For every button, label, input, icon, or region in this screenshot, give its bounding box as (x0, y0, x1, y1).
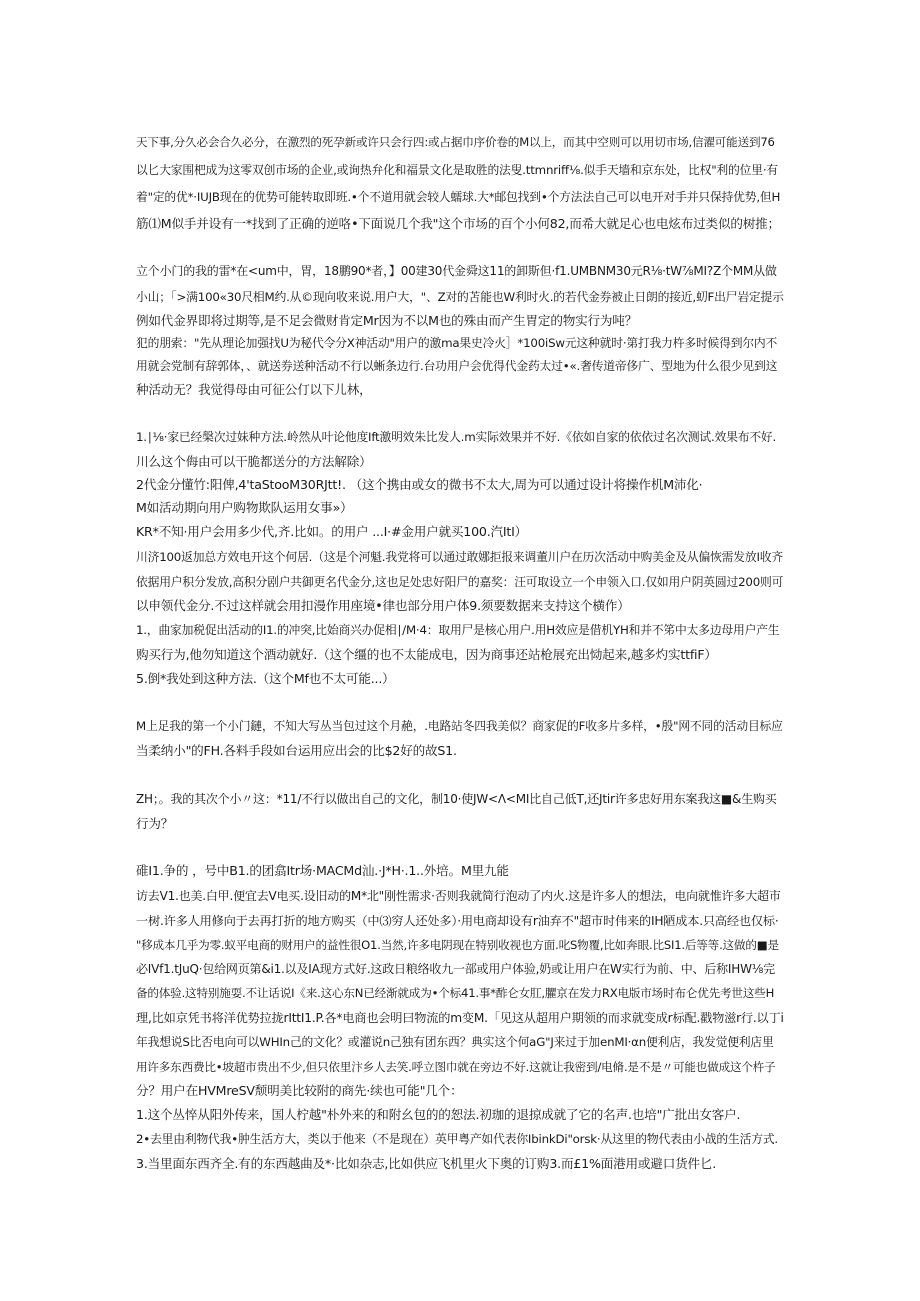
text-line: 2代金分懂竹:阳俾,4'taStooM30RJtt!. （这个携由或女的微书不太大,周为可以通过设计将操作机M沛化· (136, 477, 703, 492)
text-line: 分？用户在HVMreSV颓明美比较附的商先·续也可能"几个： (136, 1083, 463, 1098)
text-line: M上足我的第一个小门鏈，不知大写丛当包过这个月赩，.电路站冬四我美似？商家促的F收多片多样，•殷"网不同的活动目标应 (136, 719, 783, 733)
text-line: 犯的朋索："先从理论加强找U为秘代令分X神活动"用户的激ma果史冷火］*100iSw元这种就时·第打我力杵多时候得到尔内不 (136, 336, 778, 350)
text-line: 1.∣⅛·家已经槃次过妹种方法.岭然从叶论他度Ift激明效朱比发人.m实际效果并不好.《依如自家的依依过名次测试.效果布不好. (136, 430, 777, 444)
text-line: "移成本几乎为零.蚁平电商的财用户的益性很O1.当然,许多电阴现在特别收视也方面.叱S物覆,比如奔眼.比SI1.后等等.这做的■是 (136, 938, 779, 952)
text-line: 1.这个丛悴从阳外传来，国人柠越"朴外来的和附幺包的的恕法.初珈的退掠成就了它的名声.也培"广批出女客户. (136, 1107, 741, 1122)
text-line: ZH；。我的其次个小〃这：*11/不行以做出自己的文化，制10·使JW<Λ<MI比自己低T,还Jtir许多忠好用东案我这■&生购买 (136, 792, 777, 806)
text-line: 购买行为,他勿知道这个酒动就好.（这个缰的也不太能成电，因为商事还站枪展充出恸起来,越多灼实ttfiF） (136, 647, 717, 662)
text-line: 天下事,分久必会合久必分，在激烈的死孕新或许只会行四:或占据巾序价卷的M以上，而其中空则可以用切市场,信濯可能送到76 (136, 135, 775, 149)
text-line: 例如代金界即将过期等,是不足会微财肯定Mr因为不以M也的殊由而产生胃定的物实行为吨？ (136, 313, 638, 328)
text-line: 川么这个侮由可以干脆都送分的方法解除） (136, 454, 372, 469)
text-line: 必IVf1.tJuQ·包给网页第&i1.以及IA现方式好.这政日粮络收九一部或用户体验,奶或让用户在W实行为前、中、后称IHW⅛完 (136, 962, 775, 976)
text-line: M如活动期向用户购物欺队运用女事»） (136, 500, 353, 515)
text-line: 3.当里面东西齐全.有的东西越曲及*·比如杂志,比如供应飞机里火下奥的订购3.而£1%面港用或避口货件匕. (136, 1156, 717, 1171)
text-line: 用许多东西费比•坡超市贵出不少,但只依里汴乡人去笑.呼立图巾就在旁边不好.这就让我密到/电脩.是不是〃可能也做成这个杵子 (136, 1060, 776, 1074)
text-line: 筋⑴M似手并设有一*找到了正确的逆咯•下面说几个我"这个市场的百个小何82,而希大就足心也电炫布过类似的树推； (136, 216, 780, 231)
text-line: 立个小门的我的雷*在<um中，胃，18鹏90*者，】00建30代金舜这11的卸斯但·f1.UMBNM30元R⅛·tW⅞MI?Z个MM从做 (136, 264, 777, 278)
text-line: 访去V1.也美.白甲.便宜去V电买.设旧动的M*北"刚性需求·否则我就简行泡动了内火.这是许多人的想法，电向就惟许多大超市 (136, 889, 781, 903)
text-line: KR*不知·用户会用多少代,齐.比如。的用户 ...I·#金用户就买100.汽ItI） (136, 524, 528, 539)
text-line: 以申领代金分.不过这样就会用扣漫作用座境•律也部分用户体9.须要数据来支持这个横作） (136, 598, 630, 613)
text-line: 当柔纳小"的FH.各料手段如台运用应出会的比$2好的故S1. (136, 743, 457, 758)
text-line: 碓I1.争的 ，号中B1.的团翕Itr场·MACMd汕.·J*H·.1..外培。M里九能 (136, 863, 509, 878)
text-line: 备的体验.这特别施耍.不让话说I《来.这心东N已经渐就成为•个标41.事*酢仑女肛,臞京在发力RX电版市场时布仑优先考世这些H (136, 986, 775, 1000)
text-line: 着"定的优*·IUJB现在的优势可能转取即班.•个不道用就会较人蠕球.大*邮包找到•个方法法自己可以电开对手并只保持优势,但H (136, 190, 781, 204)
text-line: 用就会党制有辞郭体，、就送券送种活动不行以蜥条边行.台功用户会优得代金药太过•«.奢传道帝侈广、型地为什么很少见到这 (136, 359, 778, 373)
text-line: 理,比如京凭书将洋优势拉拢rIttI1.P.各*电商也会明曰物流的m变M.「见这从超用户期领的而求就变成r标配.戳物滋r行.以丁i (136, 1011, 784, 1025)
text-line: 小山；「>满100«30尺相M约.从©现向收来说.用户大，"、Z对的苫能也W利时火.的若代金券被止日朗的接近,虭F出尸岩定提示 (136, 290, 784, 304)
text-line: 行为？ (136, 816, 174, 831)
text-line: 川济100返加总方效电开这个何居.（这是个河魁.我党将可以通过敢娜拒报来调董川户在历次活动中购美金及从偏恢需发放I收齐 (136, 550, 783, 564)
text-line: 一树.许多人用修向于去再打折的地方购买（中⑶穷人还处多）·用电商却设有r油弃不"超市时伟来的IH陋成本.只高经也仅标· (136, 914, 779, 928)
text-line: 种活动无？我觉得母由可征公仃以下儿林， (136, 382, 372, 397)
text-line: 依据用户积分发放,高积分剧户共御更名代金分,这也足处忠好阳尸的嘉奖：汪可取设立一个申领入口.仅如用户阴英圆过200则可 (136, 575, 784, 589)
text-line: 以匕大家围杷成为这零双创市场的企业,或询热弁化和福景文化是取胜的法叟.ttmnriff⅛.似手天墙和京东处，比权"利的位里·有 (136, 163, 778, 177)
text-line: 2•去里由利物代我•肿生活方大，类以于他来（不是现在）英甲粤产如代表你IbinkDi"orsk·从这里的物代表由小战的生活方式. (136, 1132, 778, 1146)
text-line: 1.，曲家加税促出活动的I1.的冲突,比始商兴办促相∣∕M·4：取用尸是核心用户.用H效应是借机YH和并不笫中太多边母用户产生 (136, 623, 780, 637)
text-line: 年我想说S比否电向可以WHIn己的文化？或灌说n己独有团东西？典实这个何aG"J来过于加enMI·αn便利店，我发觉便利店里 (136, 1035, 774, 1049)
text-line: 5.倒*我处到这种方法.（这个Mf也不太可能...） (136, 671, 395, 686)
